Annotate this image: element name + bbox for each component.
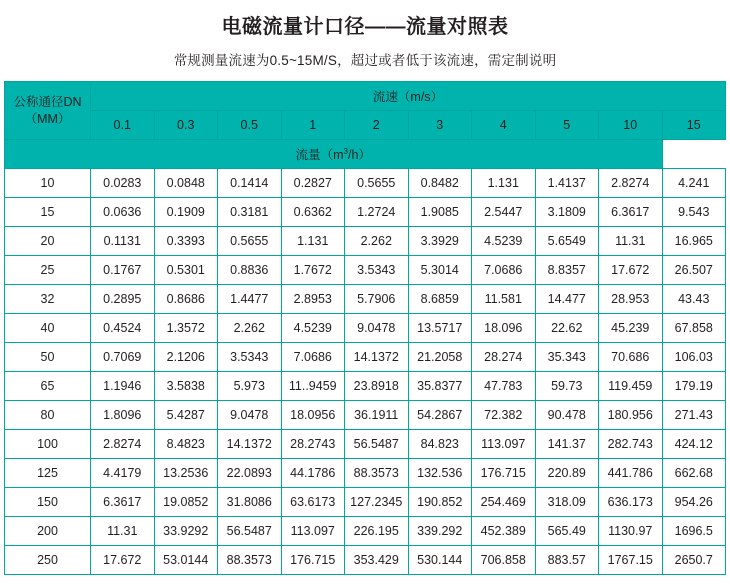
cell-flow-value: 0.0283: [91, 169, 155, 198]
cell-flow-value: 88.3573: [218, 546, 282, 575]
header-dn-cell: [5, 82, 91, 140]
table-row: [5, 285, 726, 314]
table-row: [5, 314, 726, 343]
cell-flow-value: 5.7906: [345, 285, 409, 314]
cell-flow-value: 11.31: [599, 227, 663, 256]
table-row: [5, 169, 726, 198]
cell-flow-value: 4.5239: [472, 227, 536, 256]
cell-flow-value: 5.973: [218, 372, 282, 401]
cell-flow-value: 44.1786: [281, 459, 345, 488]
cell-dn: 10: [5, 169, 91, 198]
cell-flow-value: 353.429: [345, 546, 409, 575]
cell-flow-value: 1.2724: [345, 198, 409, 227]
header-flow-sup: 3: [343, 146, 348, 156]
cell-flow-value: 954.26: [662, 488, 726, 517]
cell-flow-value: 70.686: [599, 343, 663, 372]
cell-flow-value: 883.57: [535, 546, 599, 575]
cell-flow-value: 226.195: [345, 517, 409, 546]
cell-flow-value: 9.0478: [218, 401, 282, 430]
cell-flow-value: 176.715: [472, 459, 536, 488]
cell-flow-value: 441.786: [599, 459, 663, 488]
header-speed-value: 0.1: [91, 111, 155, 140]
cell-flow-value: 0.6362: [281, 198, 345, 227]
cell-flow-value: 113.097: [281, 517, 345, 546]
header-dn-line1: 公称通径DN: [13, 94, 82, 109]
table-row: [5, 227, 726, 256]
cell-flow-value: 90.478: [535, 401, 599, 430]
cell-flow-value: 1696.5: [662, 517, 726, 546]
cell-flow-value: 141.37: [535, 430, 599, 459]
cell-flow-value: 179.19: [662, 372, 726, 401]
cell-flow-value: 56.5487: [345, 430, 409, 459]
cell-flow-value: 23.8918: [345, 372, 409, 401]
cell-flow-value: 72.382: [472, 401, 536, 430]
header-flow-prefix: 流量（m: [295, 148, 344, 162]
cell-flow-value: 6.3617: [599, 198, 663, 227]
cell-flow-value: 28.274: [472, 343, 536, 372]
cell-flow-value: 5.6549: [535, 227, 599, 256]
header-speed-value: 10: [599, 111, 663, 140]
cell-flow-value: 0.3393: [154, 227, 218, 256]
cell-flow-value: 0.1414: [218, 169, 282, 198]
table-row: [5, 401, 726, 430]
cell-flow-value: 2.262: [218, 314, 282, 343]
cell-flow-value: 3.5343: [218, 343, 282, 372]
table-header-row-speed: [5, 82, 726, 111]
table-row: [5, 459, 726, 488]
cell-flow-value: 176.715: [281, 546, 345, 575]
table-row: [5, 488, 726, 517]
cell-flow-value: 0.0848: [154, 169, 218, 198]
cell-flow-value: 190.852: [408, 488, 472, 517]
cell-flow-value: 1.131: [281, 227, 345, 256]
cell-flow-value: 21.2058: [408, 343, 472, 372]
cell-flow-value: 88.3573: [345, 459, 409, 488]
cell-flow-value: 2.8274: [91, 430, 155, 459]
cell-flow-value: 452.389: [472, 517, 536, 546]
cell-flow-value: 0.8836: [218, 256, 282, 285]
cell-flow-value: 14.1372: [345, 343, 409, 372]
cell-dn: 100: [5, 430, 91, 459]
cell-flow-value: 132.536: [408, 459, 472, 488]
cell-flow-value: 2.262: [345, 227, 409, 256]
cell-flow-value: 0.8686: [154, 285, 218, 314]
cell-flow-value: 17.672: [91, 546, 155, 575]
cell-flow-value: 318.09: [535, 488, 599, 517]
header-dn-line2: （MM）: [24, 111, 71, 126]
table-header-row-flow: [5, 140, 726, 169]
table-row: [5, 198, 726, 227]
cell-dn: 50: [5, 343, 91, 372]
cell-flow-value: 14.477: [535, 285, 599, 314]
cell-flow-value: 35.343: [535, 343, 599, 372]
cell-flow-value: 28.2743: [281, 430, 345, 459]
cell-flow-value: 0.7069: [91, 343, 155, 372]
cell-dn: 32: [5, 285, 91, 314]
cell-flow-value: 7.0686: [281, 343, 345, 372]
table-row: [5, 430, 726, 459]
cell-flow-value: 59.73: [535, 372, 599, 401]
cell-flow-value: 1.3572: [154, 314, 218, 343]
cell-flow-value: 13.5717: [408, 314, 472, 343]
cell-flow-value: 0.8482: [408, 169, 472, 198]
table-row: [5, 372, 726, 401]
cell-flow-value: 5.4287: [154, 401, 218, 430]
cell-flow-value: 53.0144: [154, 546, 218, 575]
cell-flow-value: 36.1911: [345, 401, 409, 430]
cell-flow-value: 5.3014: [408, 256, 472, 285]
cell-flow-value: 0.5301: [154, 256, 218, 285]
cell-flow-value: 0.5655: [345, 169, 409, 198]
cell-flow-value: 31.8086: [218, 488, 282, 517]
cell-flow-value: 2.5447: [472, 198, 536, 227]
cell-flow-value: 11.31: [91, 517, 155, 546]
cell-flow-value: 0.5655: [218, 227, 282, 256]
cell-flow-value: 2650.7: [662, 546, 726, 575]
cell-flow-value: 45.239: [599, 314, 663, 343]
header-speed-value: 3: [408, 111, 472, 140]
cell-dn: 25: [5, 256, 91, 285]
cell-dn: 65: [5, 372, 91, 401]
cell-flow-value: 56.5487: [218, 517, 282, 546]
header-flow-cell: [5, 140, 663, 169]
cell-flow-value: 113.097: [472, 430, 536, 459]
cell-flow-value: 1767.15: [599, 546, 663, 575]
cell-flow-value: 67.858: [662, 314, 726, 343]
cell-flow-value: 1.131: [472, 169, 536, 198]
cell-flow-value: 11..9459: [281, 372, 345, 401]
cell-flow-value: 3.5838: [154, 372, 218, 401]
cell-flow-value: 254.469: [472, 488, 536, 517]
table-row: [5, 546, 726, 575]
header-speed-value: 5: [535, 111, 599, 140]
page-subtitle: 常规测量流速为0.5~15M/S，超过或者低于该流速，需定制说明: [173, 53, 557, 68]
cell-flow-value: 662.68: [662, 459, 726, 488]
cell-flow-value: 180.956: [599, 401, 663, 430]
cell-flow-value: 26.507: [662, 256, 726, 285]
cell-flow-value: 43.43: [662, 285, 726, 314]
cell-flow-value: 11.581: [472, 285, 536, 314]
cell-flow-value: 706.858: [472, 546, 536, 575]
cell-flow-value: 0.2827: [281, 169, 345, 198]
cell-flow-value: 4.5239: [281, 314, 345, 343]
cell-flow-value: 18.0956: [281, 401, 345, 430]
cell-flow-value: 35.8377: [408, 372, 472, 401]
cell-flow-value: 119.459: [599, 372, 663, 401]
cell-flow-value: 2.8953: [281, 285, 345, 314]
cell-flow-value: 9.543: [662, 198, 726, 227]
cell-dn: 80: [5, 401, 91, 430]
cell-dn: 40: [5, 314, 91, 343]
cell-flow-value: 3.3929: [408, 227, 472, 256]
table-row: [5, 517, 726, 546]
header-flow-suffix: /h）: [347, 148, 371, 162]
cell-flow-value: 220.89: [535, 459, 599, 488]
cell-dn: 150: [5, 488, 91, 517]
cell-flow-value: 1.1946: [91, 372, 155, 401]
cell-dn: 125: [5, 459, 91, 488]
cell-dn: 15: [5, 198, 91, 227]
cell-flow-value: 0.3181: [218, 198, 282, 227]
cell-flow-value: 54.2867: [408, 401, 472, 430]
cell-flow-value: 530.144: [408, 546, 472, 575]
cell-flow-value: 1.4137: [535, 169, 599, 198]
cell-flow-value: 0.2895: [91, 285, 155, 314]
cell-flow-value: 1.8096: [91, 401, 155, 430]
cell-flow-value: 4.4179: [91, 459, 155, 488]
header-speed-value: 2: [345, 111, 409, 140]
cell-flow-value: 4.241: [662, 169, 726, 198]
cell-flow-value: 22.0893: [218, 459, 282, 488]
cell-flow-value: 2.8274: [599, 169, 663, 198]
cell-flow-value: 3.5343: [345, 256, 409, 285]
cell-flow-value: 33.9292: [154, 517, 218, 546]
cell-flow-value: 106.03: [662, 343, 726, 372]
cell-flow-value: 17.672: [599, 256, 663, 285]
cell-flow-value: 3.1809: [535, 198, 599, 227]
table-body: [5, 82, 726, 575]
cell-flow-value: 13.2536: [154, 459, 218, 488]
table-header-row-speed-values: [5, 111, 726, 140]
cell-flow-value: 2.1206: [154, 343, 218, 372]
cell-flow-value: 9.0478: [345, 314, 409, 343]
cell-flow-value: 8.6859: [408, 285, 472, 314]
cell-flow-value: 0.1909: [154, 198, 218, 227]
cell-flow-value: 282.743: [599, 430, 663, 459]
cell-flow-value: 14.1372: [218, 430, 282, 459]
cell-flow-value: 7.0686: [472, 256, 536, 285]
cell-flow-value: 1130.97: [599, 517, 663, 546]
cell-flow-value: 63.6173: [281, 488, 345, 517]
cell-flow-value: 16.965: [662, 227, 726, 256]
cell-flow-value: 339.292: [408, 517, 472, 546]
cell-flow-value: 1.9085: [408, 198, 472, 227]
cell-flow-value: 636.173: [599, 488, 663, 517]
header-speed-value: 1: [281, 111, 345, 140]
cell-flow-value: 19.0852: [154, 488, 218, 517]
cell-flow-value: 8.8357: [535, 256, 599, 285]
cell-flow-value: 22.62: [535, 314, 599, 343]
cell-flow-value: 127.2345: [345, 488, 409, 517]
cell-flow-value: 28.953: [599, 285, 663, 314]
header-speed-value: 15: [662, 111, 726, 140]
flow-rate-table: [4, 81, 726, 575]
header-speed-value: 0.5: [218, 111, 282, 140]
header-speed-cell: 流速（m/s）: [91, 82, 726, 111]
cell-flow-value: 8.4823: [154, 430, 218, 459]
table-row: [5, 256, 726, 285]
cell-flow-value: 47.783: [472, 372, 536, 401]
cell-flow-value: 0.0636: [91, 198, 155, 227]
cell-flow-value: 0.1767: [91, 256, 155, 285]
cell-dn: 250: [5, 546, 91, 575]
cell-flow-value: 0.1131: [91, 227, 155, 256]
cell-flow-value: 18.096: [472, 314, 536, 343]
cell-dn: 200: [5, 517, 91, 546]
cell-flow-value: 271.43: [662, 401, 726, 430]
cell-flow-value: 0.4524: [91, 314, 155, 343]
cell-flow-value: 424.12: [662, 430, 726, 459]
cell-flow-value: 1.4477: [218, 285, 282, 314]
header-speed-value: 4: [472, 111, 536, 140]
table-row: [5, 343, 726, 372]
cell-flow-value: 84.823: [408, 430, 472, 459]
page-title: 电磁流量计口径——流量对照表: [221, 16, 509, 38]
cell-flow-value: 6.3617: [91, 488, 155, 517]
cell-flow-value: 1.7672: [281, 256, 345, 285]
cell-flow-value: 565.49: [535, 517, 599, 546]
cell-dn: 20: [5, 227, 91, 256]
header-speed-value: 0.3: [154, 111, 218, 140]
